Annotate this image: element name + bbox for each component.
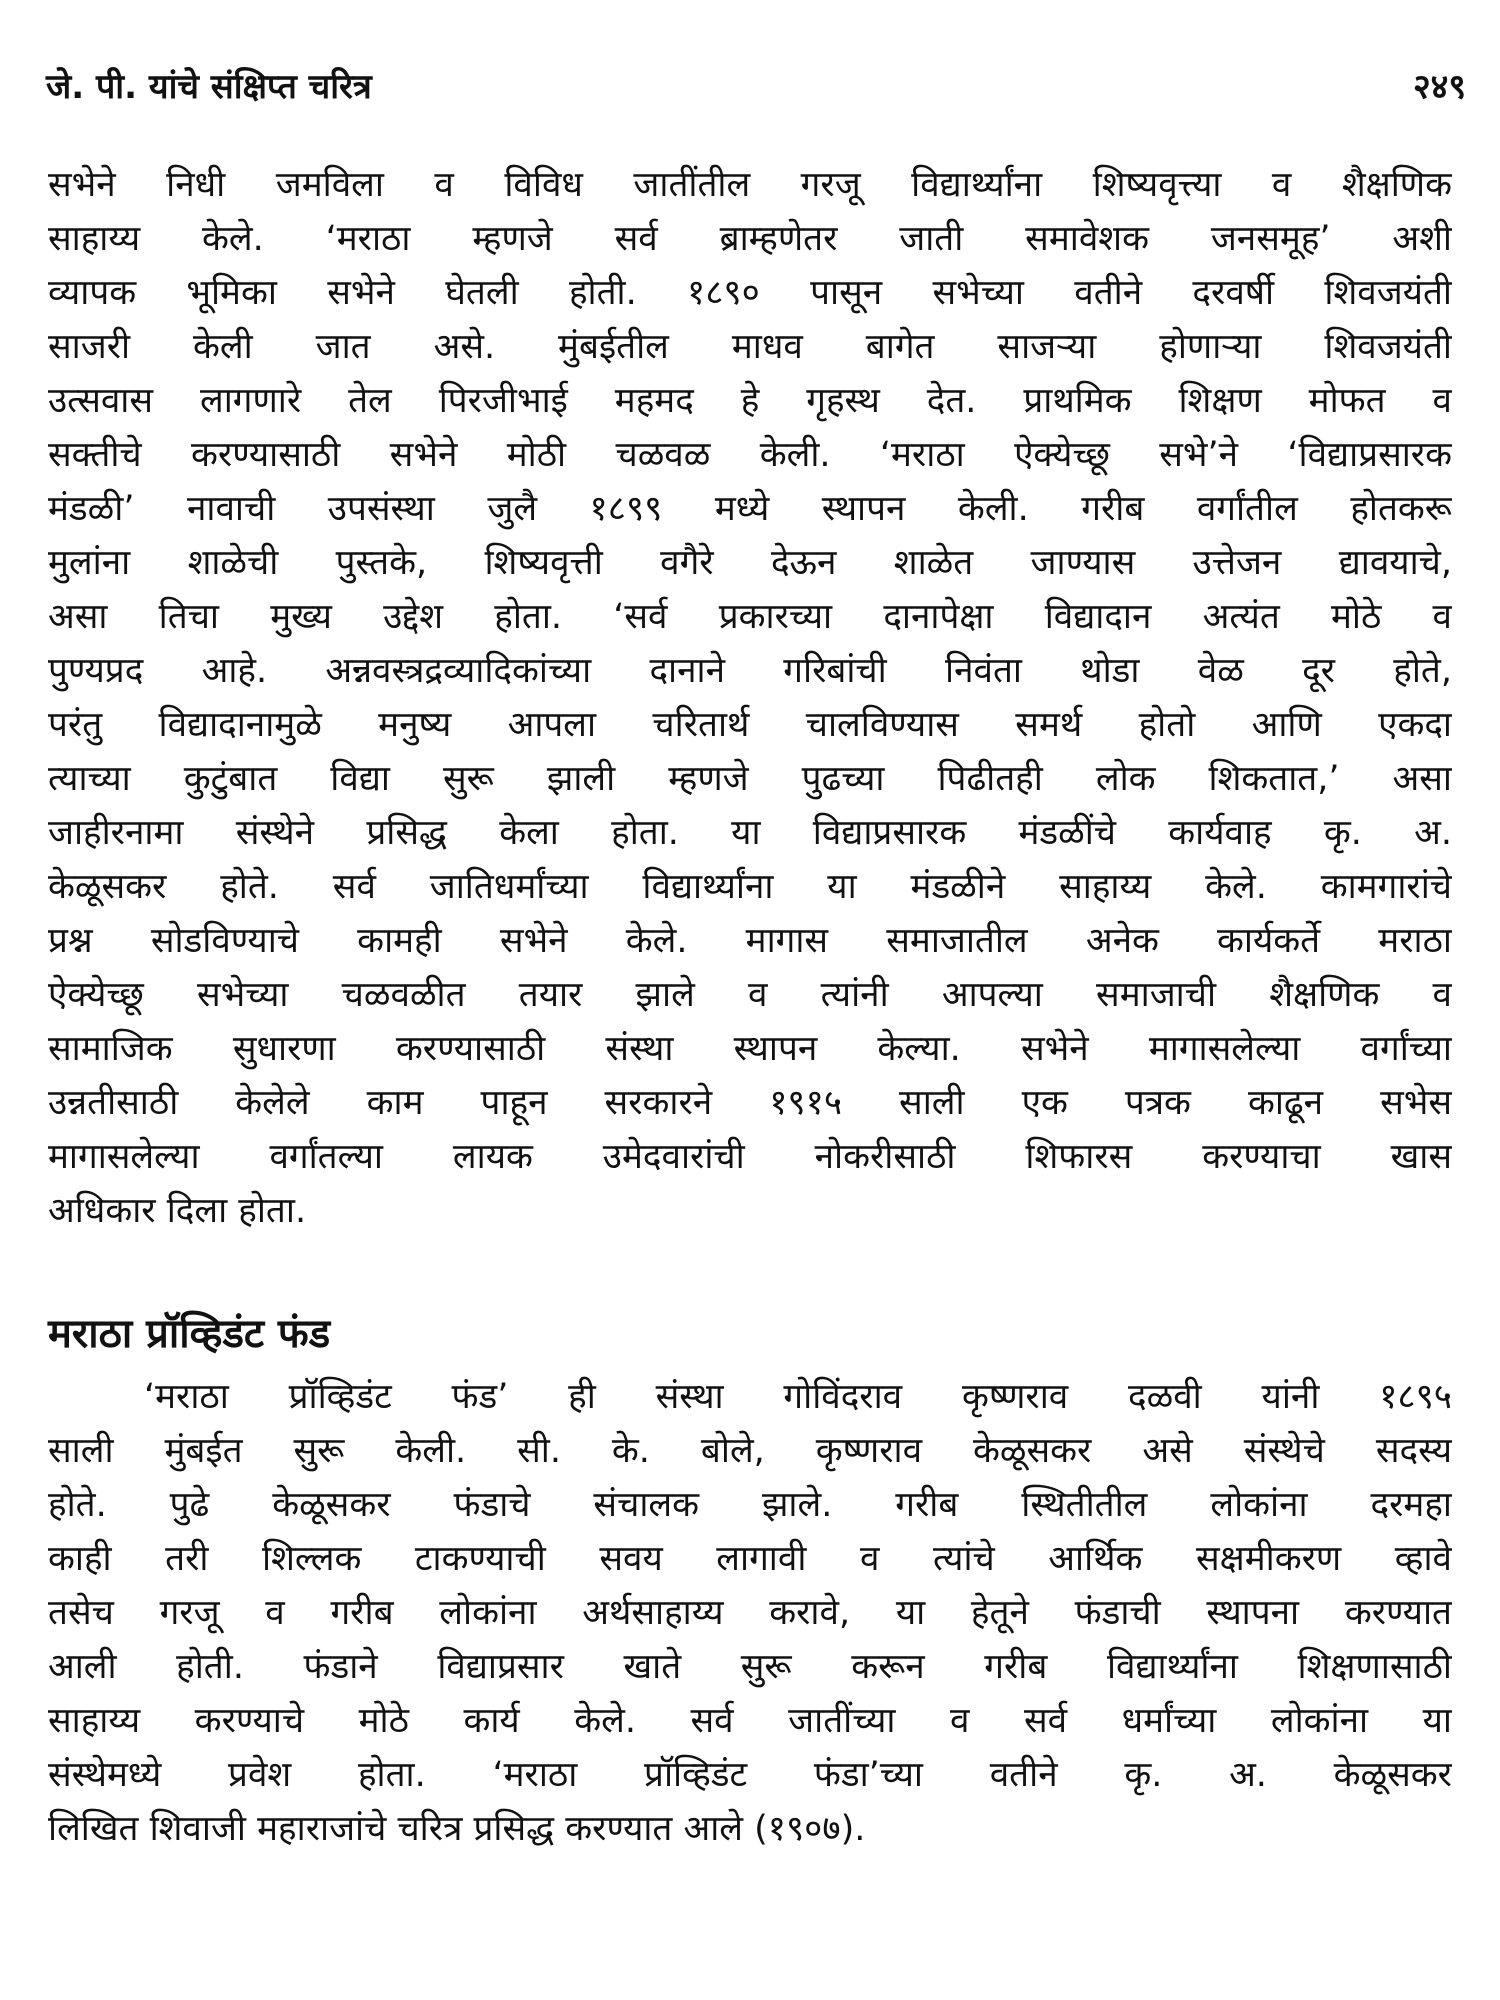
running-header bbox=[46, 62, 1466, 112]
running-title: जे. पी. यांचे संक्षिप्त चरित्र bbox=[46, 67, 372, 107]
text-line: केळूसकर होते. सर्व जातिधर्मांच्या विद्यार्थ्यांना या मंडळीने साहाय्य केले. कामगारांचे bbox=[48, 867, 1452, 907]
text-line: त्याच्या कुटुंबात विद्या सुरू झाली म्हणजे पुढच्या पिढीतही लोक शिकतात,’ असा bbox=[48, 759, 1452, 799]
text-line: होते. पुढे केळूसकर फंडाचे संचालक झाले. गरीब स्थितीतील लोकांना दरमहा bbox=[48, 1485, 1452, 1525]
text-line: प्रश्न सोडविण्याचे कामही सभेने केले. मागास समाजातील अनेक कार्यकर्ते मराठा bbox=[48, 921, 1452, 961]
text-line: असा तिचा मुख्य उद्देश होता. ‘सर्व प्रकारच्या दानापेक्षा विद्यादान अत्यंत मोठे व bbox=[48, 597, 1452, 637]
text-line: उत्सवास लागणारे तेल पिरजीभाई महमद हे गृहस्थ देत. प्राथमिक शिक्षण मोफत व bbox=[48, 381, 1452, 421]
text-line: सक्तीचे करण्यासाठी सभेने मोठी चळवळ केली. ‘मराठा ऐक्येच्छू सभे’ने ‘विद्याप्रसारक bbox=[48, 435, 1452, 475]
text-line: तसेच गरजू व गरीब लोकांना अर्थसाहाय्य करावे, या हेतूने फंडाची स्थापना करण्यात bbox=[48, 1593, 1452, 1633]
paragraph-2 bbox=[48, 1370, 1452, 1856]
text-line: जाहीरनामा संस्थेने प्रसिद्ध केला होता. या विद्याप्रसारक मंडळींचे कार्यवाह कृ. अ. bbox=[48, 813, 1452, 853]
text-line: अधिकार दिला होता. bbox=[48, 1191, 307, 1231]
text-line: आली होती. फंडाने विद्याप्रसार खाते सुरू करून गरीब विद्यार्थ्यांना शिक्षणासाठी bbox=[48, 1647, 1452, 1687]
text-line: साली मुंबईत सुरू केली. सी. के. बोले, कृष्णराव केळूसकर असे संस्थेचे सदस्य bbox=[48, 1431, 1452, 1471]
text-line: मंडळी’ नावाची उपसंस्था जुलै १८९९ मध्ये स्थापन केली. गरीब वर्गांतील होतकरू bbox=[48, 489, 1452, 529]
text-line: सभेने निधी जमविला व विविध जातींतील गरजू विद्यार्थ्यांना शिष्यवृत्त्या व शैक्षणिक bbox=[48, 165, 1452, 205]
text-line: साजरी केली जात असे. मुंबईतील माधव बागेत साजऱ्या होणाऱ्या शिवजयंती bbox=[48, 327, 1452, 367]
text-line: पुण्यप्रद आहे. अन्नवस्त्रद्रव्यादिकांच्या दानाने गरिबांची निवंता थोडा वेळ दूर होते, bbox=[48, 651, 1452, 691]
text-line: मुलांना शाळेची पुस्तके, शिष्यवृत्ती वगैरे देऊन शाळेत जाण्यास उत्तेजन द्यावयाचे, bbox=[48, 543, 1452, 583]
text-line: संस्थेमध्ये प्रवेश होता. ‘मराठा प्रॉव्हिडंट फंडा’च्या वतीने कृ. अ. केळूसकर bbox=[48, 1755, 1452, 1795]
text-line: ऐक्येच्छू सभेच्या चळवळीत तयार झाले व त्यांनी आपल्या समाजाची शैक्षणिक व bbox=[48, 975, 1452, 1015]
text-line: लिखित शिवाजी महाराजांचे चरित्र प्रसिद्ध करण्यात आले (१९०७). bbox=[48, 1809, 866, 1849]
text-line: उन्नतीसाठी केलेले काम पाहून सरकारने १९१५ साली एक पत्रक काढून सभेस bbox=[48, 1083, 1452, 1123]
text-line: साहाय्य करण्याचे मोठे कार्य केले. सर्व जातींच्या व सर्व धर्मांच्या लोकांना या bbox=[48, 1701, 1452, 1741]
text-line: व्यापक भूमिका सभेने घेतली होती. १८९० पासून सभेच्या वतीने दरवर्षी शिवजयंती bbox=[48, 273, 1452, 313]
text-line: मागासलेल्या वर्गांतल्या लायक उमेदवारांची नोकरीसाठी शिफारस करण्याचा खास bbox=[48, 1137, 1452, 1177]
text-line: ‘मराठा प्रॉव्हिडंट फंड’ ही संस्था गोविंदराव कृष्णराव दळवी यांनी १८९५ bbox=[144, 1377, 1452, 1417]
text-line: साहाय्य केले. ‘मराठा म्हणजे सर्व ब्राम्हणेतर जाती समावेशक जनसमूह’ अशी bbox=[48, 219, 1452, 259]
text-line: काही तरी शिल्लक टाकण्याची सवय लागावी व त्यांचे आर्थिक सक्षमीकरण व्हावे bbox=[48, 1539, 1452, 1579]
section-heading: मराठा प्रॉव्हिडंट फंड bbox=[48, 1311, 331, 1357]
text-line: सामाजिक सुधारणा करण्यासाठी संस्था स्थापन केल्या. सभेने मागासलेल्या वर्गांच्या bbox=[48, 1029, 1452, 1069]
paragraph-1 bbox=[48, 158, 1452, 1238]
text-line: परंतु विद्यादानामुळे मनुष्य आपला चरितार्थ चालविण्यास समर्थ होतो आणि एकदा bbox=[48, 705, 1452, 745]
page-number: २४९ bbox=[1412, 67, 1466, 107]
